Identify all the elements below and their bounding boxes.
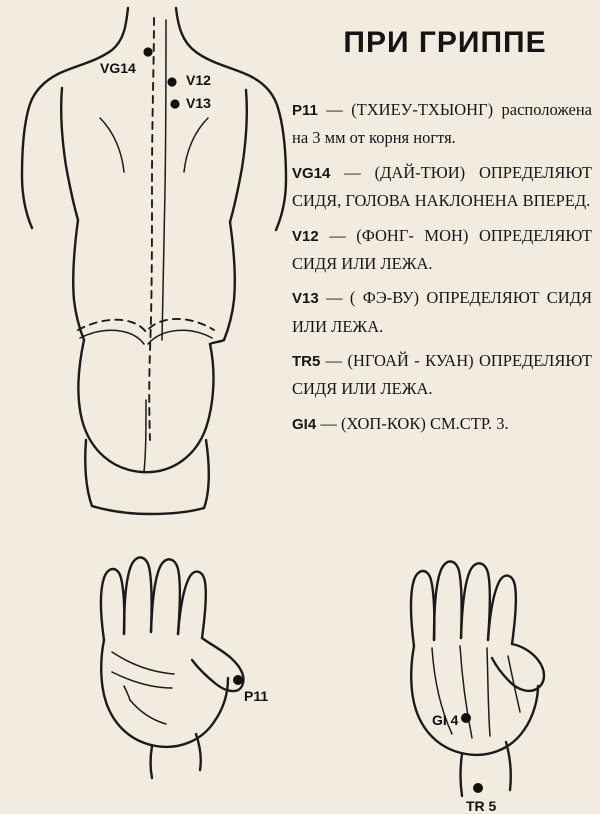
point-description-list — [292, 96, 592, 444]
label-p11: P11 — [244, 688, 269, 704]
palm-hand-figure — [101, 557, 244, 778]
description-item-vg14 — [292, 159, 592, 216]
point-gi4 — [461, 713, 471, 723]
label-v12: V12 — [186, 72, 211, 88]
point-text-gi4: — (ХОП-КОК) СМ.СТР. 3. — [316, 413, 509, 433]
point-text-v12: — (ФОНГ- МОН) ОПРЕДЕЛЯЮТ СИДЯ ИЛИ ЛЕЖА. — [292, 225, 592, 273]
label-tr5: TR 5 — [466, 798, 497, 814]
point-text-vg14: — (ДАЙ-ТЮИ) ОПРЕДЕЛЯЮТ СИДЯ, ГОЛОВА НАКЛОНЕНА ВПЕРЕД. — [292, 162, 592, 211]
page-title: ПРИ ГРИППЕ — [343, 26, 547, 59]
label-gi4: GI 4 — [432, 712, 459, 728]
back-torso-figure — [22, 8, 286, 514]
description-item-v12 — [292, 222, 592, 279]
point-code-v13: V13 — [292, 290, 319, 308]
point-code-gi4: GI4 — [292, 415, 317, 433]
dorsum-hand-figure — [411, 561, 544, 796]
point-code-p11: P11 — [292, 102, 318, 119]
point-text-p11: — (ТХИЕУ-ТХЫОНГ) расположена на 3 мм от корня ногтя. — [292, 100, 592, 148]
description-item-v13 — [292, 284, 592, 341]
point-p11 — [233, 675, 243, 685]
point-v13 — [170, 99, 179, 108]
description-item-p11 — [292, 96, 592, 153]
label-vg14: VG14 — [100, 60, 136, 76]
label-v13: V13 — [186, 95, 211, 111]
point-code-v12: V12 — [292, 227, 319, 245]
description-item-tr5 — [292, 347, 592, 404]
point-code-vg14: VG14 — [292, 164, 331, 182]
point-text-tr5: — (НГОАЙ - КУАН) ОПРЕДЕЛЯЮТ СИДЯ ИЛИ ЛЕЖА. — [292, 351, 592, 399]
description-item-gi4 — [292, 410, 592, 438]
point-vg14 — [143, 47, 152, 56]
point-v12 — [167, 77, 176, 86]
point-code-tr5: TR5 — [292, 353, 321, 370]
point-text-v13: — ( ФЭ-ВУ) ОПРЕДЕЛЯЮТ СИДЯ ИЛИ ЛЕЖА. — [292, 288, 592, 336]
point-tr5 — [473, 783, 483, 793]
